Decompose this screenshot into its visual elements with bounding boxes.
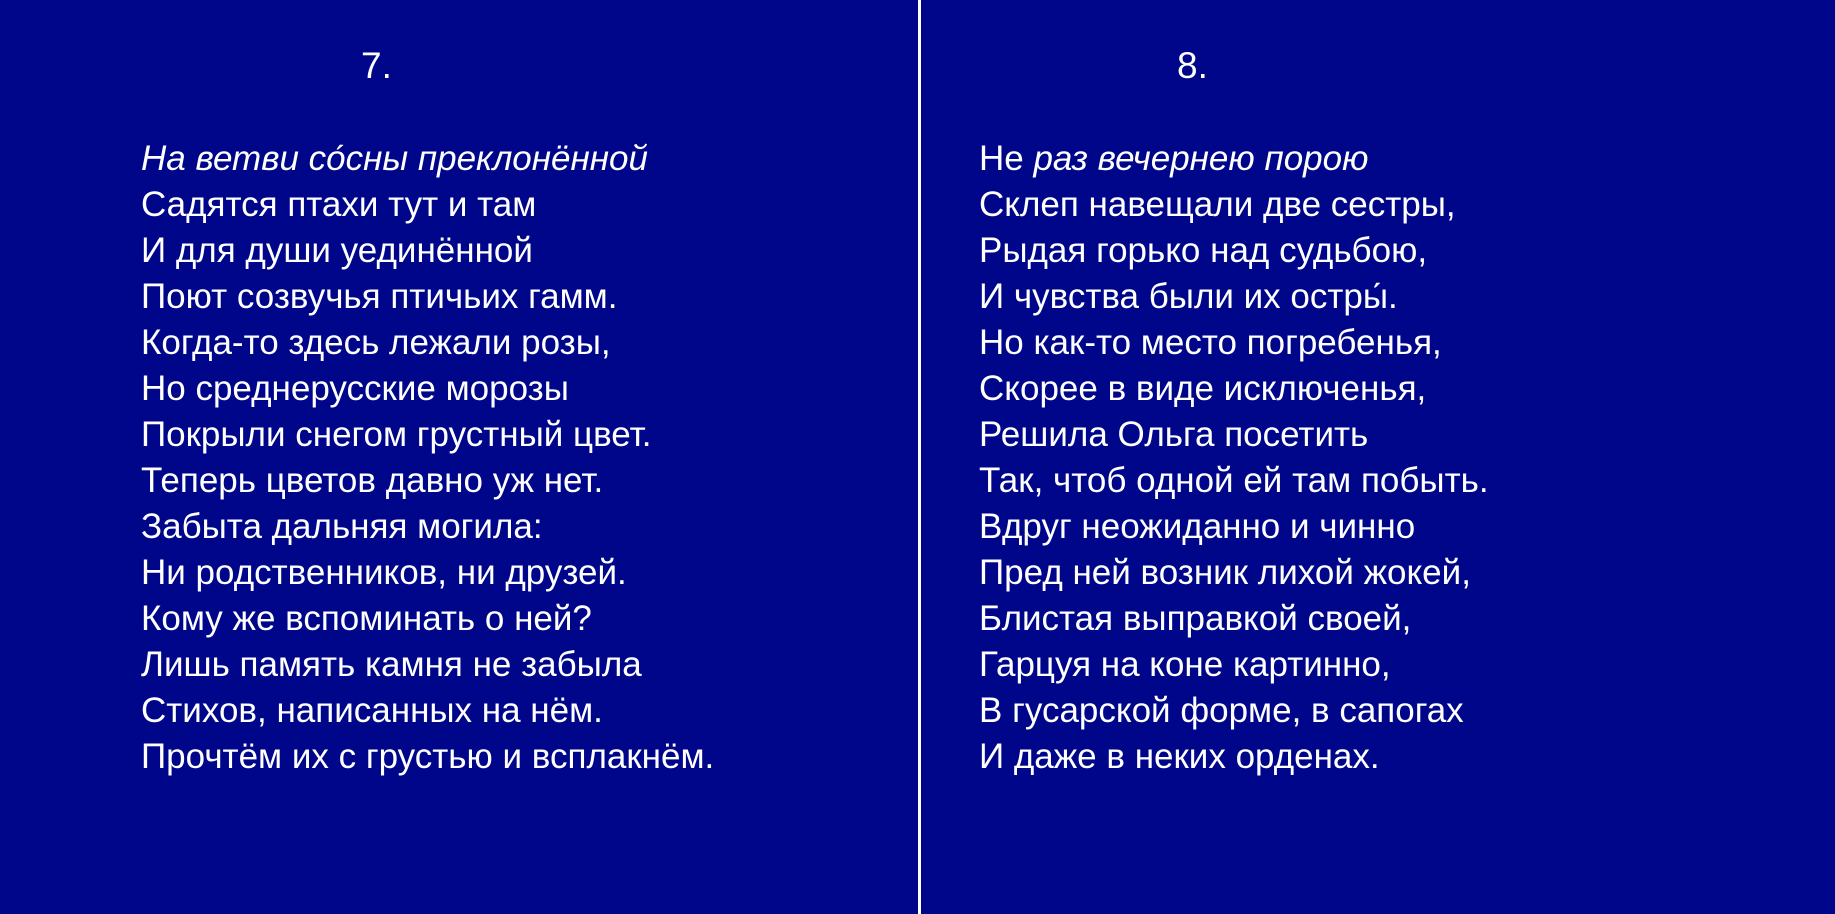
poem-line: Теперь цветов давно уж нет. xyxy=(141,461,604,500)
poem-line: Садятся птахи тут и там xyxy=(141,185,537,224)
poem-line: Стихов, написанных на нём. xyxy=(141,691,603,730)
poem-line: Лишь память камня не забыла xyxy=(141,645,642,684)
poem-line: Поют созвучья птичьих гамм. xyxy=(141,277,618,316)
poem-line: Рыдая горько над судьбою, xyxy=(979,231,1428,270)
stanza-number: 8. xyxy=(1177,45,1208,86)
stanza-8-panel xyxy=(921,0,1835,914)
poem-line: Покрыли снегом грустный цвет. xyxy=(141,415,652,454)
stanza-7-lines xyxy=(141,136,714,780)
poem-line: Решила Ольга посетить xyxy=(979,415,1369,454)
poem-line: Прочтём их с грустью и всплакнём. xyxy=(141,737,715,776)
poem-line: Но среднерусские морозы xyxy=(141,369,569,408)
poem-line: И чувства были их остры́. xyxy=(979,277,1398,316)
poem-line: И даже в неких орденах. xyxy=(979,737,1380,776)
poem-line: Блистая выправкой своей, xyxy=(979,599,1412,638)
stanza-number: 7. xyxy=(361,45,392,86)
stanza-8-lines xyxy=(979,136,1489,780)
poem-line: Вдруг неожиданно и чинно xyxy=(979,507,1416,546)
poem-line-italic: раз вечернею порою xyxy=(1033,139,1369,178)
poem-line: Но как-то место погребенья, xyxy=(979,323,1442,362)
poem-line: Так, чтоб одной ей там побыть. xyxy=(979,461,1489,500)
poem-line: В гусарской форме, в сапогах xyxy=(979,691,1464,730)
poem-line: Забыта дальняя могила: xyxy=(141,507,543,546)
poem-line: Скорее в виде исключенья, xyxy=(979,369,1427,408)
poem-line: Ни родственников, ни друзей. xyxy=(141,553,627,592)
poem-line: Кому же вспоминать о ней? xyxy=(141,599,592,638)
poem-line xyxy=(979,136,1489,182)
poem-line: И для души уединённой xyxy=(141,231,533,270)
poem-line-start: Не xyxy=(979,139,1034,178)
poem-line: Пред ней возник лихой жокей, xyxy=(979,553,1471,592)
poem-line: Склеп навещали две сестры, xyxy=(979,185,1456,224)
poem-line: На ветви со́сны преклонённой xyxy=(141,139,648,178)
poem-line: Гарцуя на коне картинно, xyxy=(979,645,1391,684)
poem-line: Когда-то здесь лежали розы, xyxy=(141,323,611,362)
